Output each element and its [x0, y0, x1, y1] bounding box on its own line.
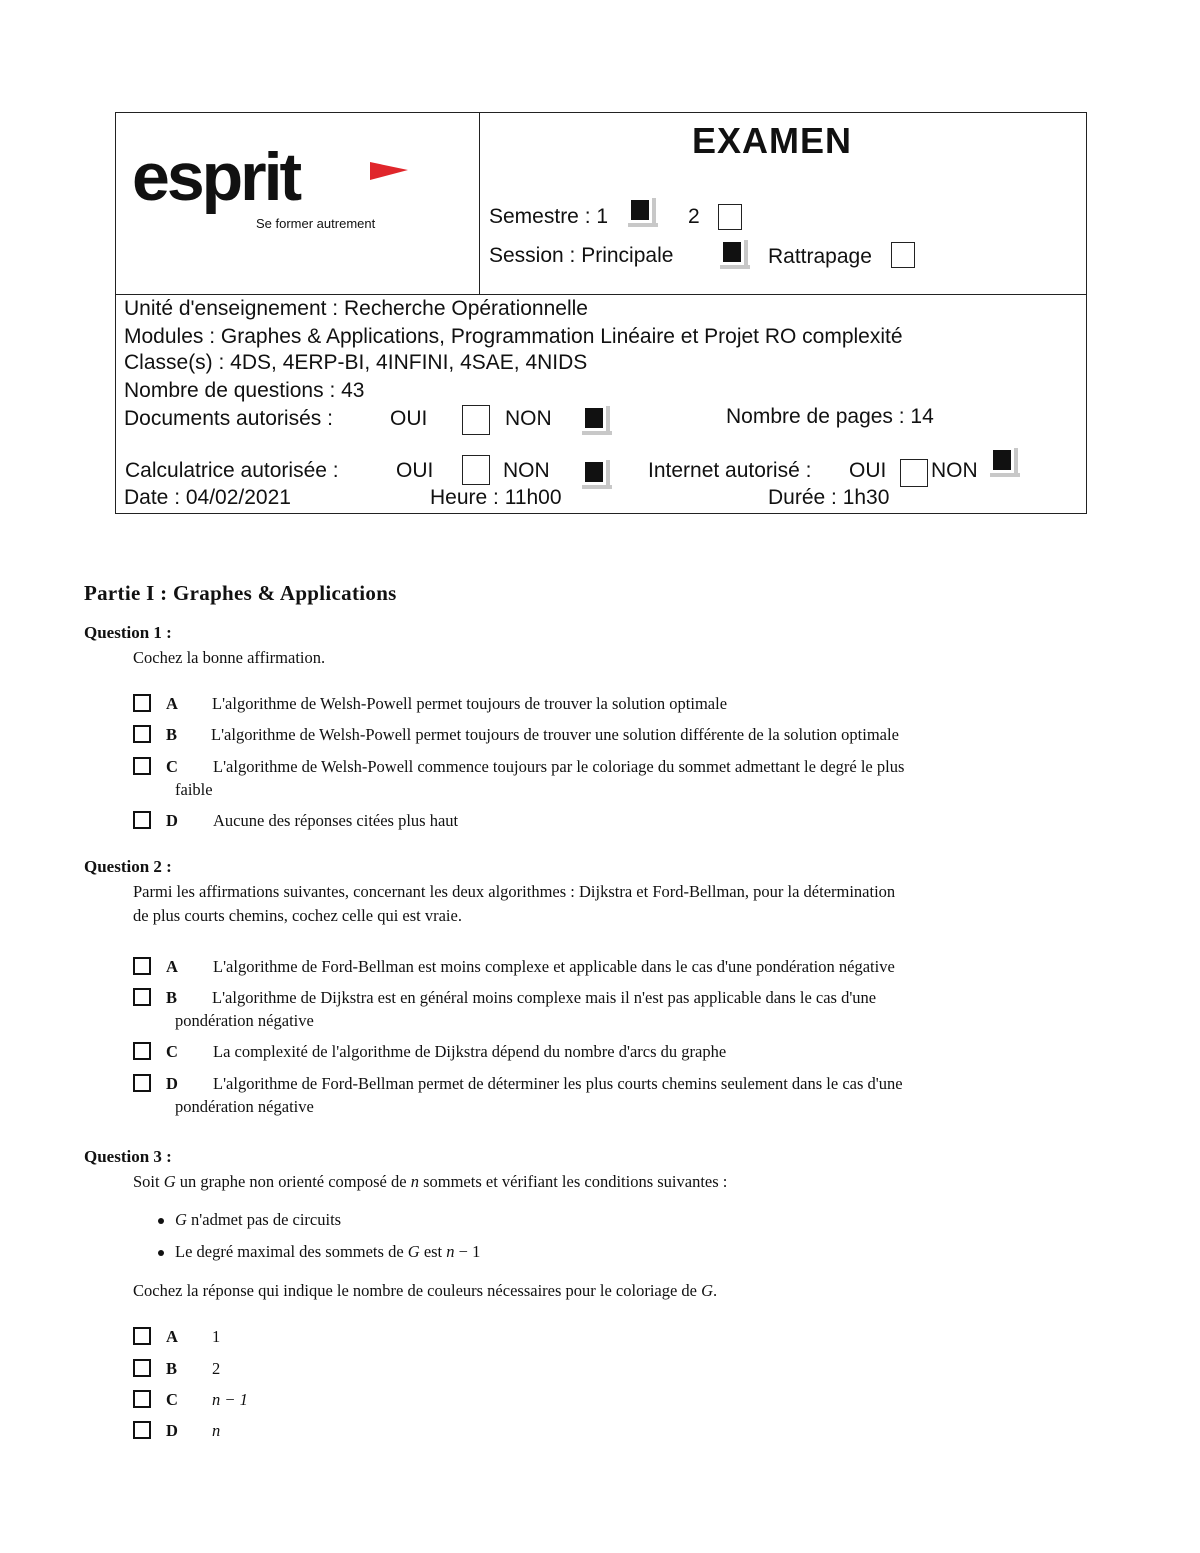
nombre-questions: Nombre de questions : 43: [124, 379, 365, 402]
internet-oui-label: OUI: [849, 459, 887, 482]
q1-option-a-text: L'algorithme de Welsh-Powell permet toujours de trouver la solution optimale: [212, 694, 728, 713]
q3-option-d-checkbox[interactable]: [133, 1421, 151, 1439]
internet-label: Internet autorisé :: [648, 459, 812, 482]
question-1-prompt: Cochez la bonne affirmation.: [133, 648, 326, 667]
q2-option-d-checkbox[interactable]: [133, 1074, 151, 1092]
q3-option-b-checkbox[interactable]: [133, 1359, 151, 1377]
q3-prompt-a: Soit: [133, 1172, 164, 1191]
session-principale-checkbox[interactable]: [720, 240, 748, 270]
q1-option-c-letter: C: [166, 757, 178, 776]
q3-condition-2: [175, 1242, 480, 1262]
q3-prompt-c: sommets et vérifiant les conditions suivantes :: [418, 1172, 728, 1191]
q2-option-b-text: L'algorithme de Dijkstra est en général moins complexe mais il n'est pas applicable dans le cas d'une: [212, 988, 877, 1007]
internet-non-checkbox[interactable]: [990, 448, 1018, 478]
q3-option-b-letter: B: [166, 1359, 178, 1378]
logo-tagline: Se former autrement: [256, 216, 376, 231]
q3-cond1-var-g: G: [175, 1210, 187, 1229]
q3-cond2-var-n: n: [446, 1242, 455, 1261]
q3-bullet-2: [158, 1250, 164, 1256]
documents-label: Documents autorisés :: [124, 407, 333, 430]
q1-option-a-checkbox[interactable]: [133, 694, 151, 712]
q3-bullet-1: [158, 1218, 164, 1224]
unite-enseignement: Unité d'enseignement : Recherche Opérationnelle: [124, 297, 588, 320]
q1-option-c-checkbox[interactable]: [133, 757, 151, 775]
q2-option-a-letter: A: [166, 957, 178, 976]
q3-option-d-letter: D: [166, 1421, 178, 1440]
q2-option-a-text: L'algorithme de Ford-Bellman est moins complexe et applicable dans le cas d'une pondération négative: [213, 957, 895, 976]
semestre-1-checkbox[interactable]: [628, 198, 656, 228]
esprit-logo: [130, 139, 420, 240]
q3-ask-var-g: G: [701, 1281, 714, 1300]
calculatrice-non-checkbox[interactable]: [582, 460, 610, 490]
q1-option-b-letter: B: [166, 725, 178, 744]
part-title: Partie I : Graphes & Applications: [84, 581, 397, 605]
q2-option-c-letter: C: [166, 1042, 178, 1061]
exam-date: Date : 04/02/2021: [124, 486, 291, 509]
q2-option-b-letter: B: [166, 988, 178, 1007]
calculatrice-oui-checkbox[interactable]: [462, 455, 490, 485]
q1-option-a-letter: A: [166, 694, 178, 713]
q3-var-g: G: [163, 1172, 176, 1191]
documents-oui-label: OUI: [390, 407, 428, 430]
q3-cond2-var-g: G: [407, 1242, 420, 1261]
session-label: Session : Principale: [489, 244, 674, 267]
q1-option-c-text-cont: faible: [175, 780, 213, 799]
q2-option-d-letter: D: [166, 1074, 178, 1093]
exam-title: EXAMEN: [692, 120, 853, 161]
modules-line: Modules : Graphes & Applications, Programmation Linéaire et Projet RO complexité: [124, 325, 903, 348]
internet-non-label: NON: [931, 459, 978, 482]
q2-option-c-checkbox[interactable]: [133, 1042, 151, 1060]
q3-option-a-letter: A: [166, 1327, 178, 1346]
calculatrice-oui-label: OUI: [396, 459, 434, 482]
q2-option-b-checkbox[interactable]: [133, 988, 151, 1006]
question-2-prompt-line2: de plus courts chemins, cochez celle qui est vraie.: [133, 906, 462, 925]
q3-prompt-b: un graphe non orienté composé de: [175, 1172, 411, 1191]
exam-heure: Heure : 11h00: [430, 486, 562, 509]
q1-option-b-checkbox[interactable]: [133, 725, 151, 743]
documents-non-label: NON: [505, 407, 552, 430]
q1-option-c-text: L'algorithme de Welsh-Powell commence toujours par le coloriage du sommet admettant le degré le plus: [213, 757, 905, 776]
rattrapage-label: Rattrapage: [768, 245, 872, 268]
q1-option-d-letter: D: [166, 811, 178, 830]
header-divider-vertical: [479, 112, 480, 295]
q1-option-d-checkbox[interactable]: [133, 811, 151, 829]
calculatrice-non-label: NON: [503, 459, 550, 482]
question-1-title: Question 1 :: [84, 623, 172, 642]
q3-option-a-checkbox[interactable]: [133, 1327, 151, 1345]
q2-option-a-checkbox[interactable]: [133, 957, 151, 975]
question-3-prompt: [133, 1172, 727, 1192]
q3-var-n: n: [410, 1172, 419, 1191]
q2-option-c-text: La complexité de l'algorithme de Dijkstra dépend du nombre d'arcs du graphe: [213, 1042, 727, 1061]
q3-option-b-text: 2: [212, 1359, 221, 1378]
rattrapage-checkbox[interactable]: [891, 242, 915, 268]
q3-ask-dot: .: [713, 1281, 718, 1300]
q3-option-d-text: n: [212, 1421, 221, 1440]
q3-ask-text: Cochez la réponse qui indique le nombre de couleurs nécessaires pour le coloriage de: [133, 1281, 702, 1300]
q2-option-b-text-cont: pondération négative: [175, 1011, 314, 1030]
question-3-ask: [133, 1281, 717, 1301]
calculatrice-label: Calculatrice autorisée :: [125, 459, 339, 482]
q3-option-a-text: 1: [212, 1327, 221, 1346]
internet-oui-checkbox[interactable]: [900, 459, 928, 487]
q1-option-b-text: L'algorithme de Welsh-Powell permet toujours de trouver une solution différente de la solution optimale: [211, 725, 899, 744]
nombre-pages: Nombre de pages : 14: [726, 405, 934, 428]
question-2-prompt-line1: Parmi les affirmations suivantes, concernant les deux algorithmes : Dijkstra et Ford-Bellman, pour la détermination: [133, 882, 896, 901]
q3-cond2-text-b: est: [419, 1242, 447, 1261]
header-divider-horizontal: [115, 294, 1087, 295]
q2-option-d-text-cont: pondération négative: [175, 1097, 314, 1116]
logo-wordmark: esprit: [132, 139, 300, 215]
q3-cond2-minus: − 1: [454, 1242, 481, 1261]
semestre-label: Semestre : 1: [489, 205, 609, 228]
classes-line: Classe(s) : 4DS, 4ERP-BI, 4INFINI, 4SAE, 4NIDS: [124, 351, 588, 374]
q3-cond2-text-a: Le degré maximal des sommets de: [175, 1242, 408, 1261]
semestre-2-label: 2: [688, 205, 700, 228]
exam-duree: Durée : 1h30: [768, 486, 890, 509]
q3-condition-1: [175, 1210, 341, 1230]
q3-option-c-text: n − 1: [212, 1390, 248, 1409]
documents-oui-checkbox[interactable]: [462, 405, 490, 435]
question-2-title: Question 2 :: [84, 857, 172, 876]
q3-option-c-checkbox[interactable]: [133, 1390, 151, 1408]
question-3-title: Question 3 :: [84, 1147, 172, 1166]
q1-option-d-text: Aucune des réponses citées plus haut: [213, 811, 459, 830]
q3-cond1-text: n'admet pas de circuits: [186, 1210, 342, 1229]
semestre-2-checkbox[interactable]: [718, 204, 742, 230]
documents-non-checkbox[interactable]: [582, 406, 610, 436]
q2-option-d-text: L'algorithme de Ford-Bellman permet de déterminer les plus courts chemins seulement dans le cas d'une: [213, 1074, 903, 1093]
q3-option-c-letter: C: [166, 1390, 178, 1409]
